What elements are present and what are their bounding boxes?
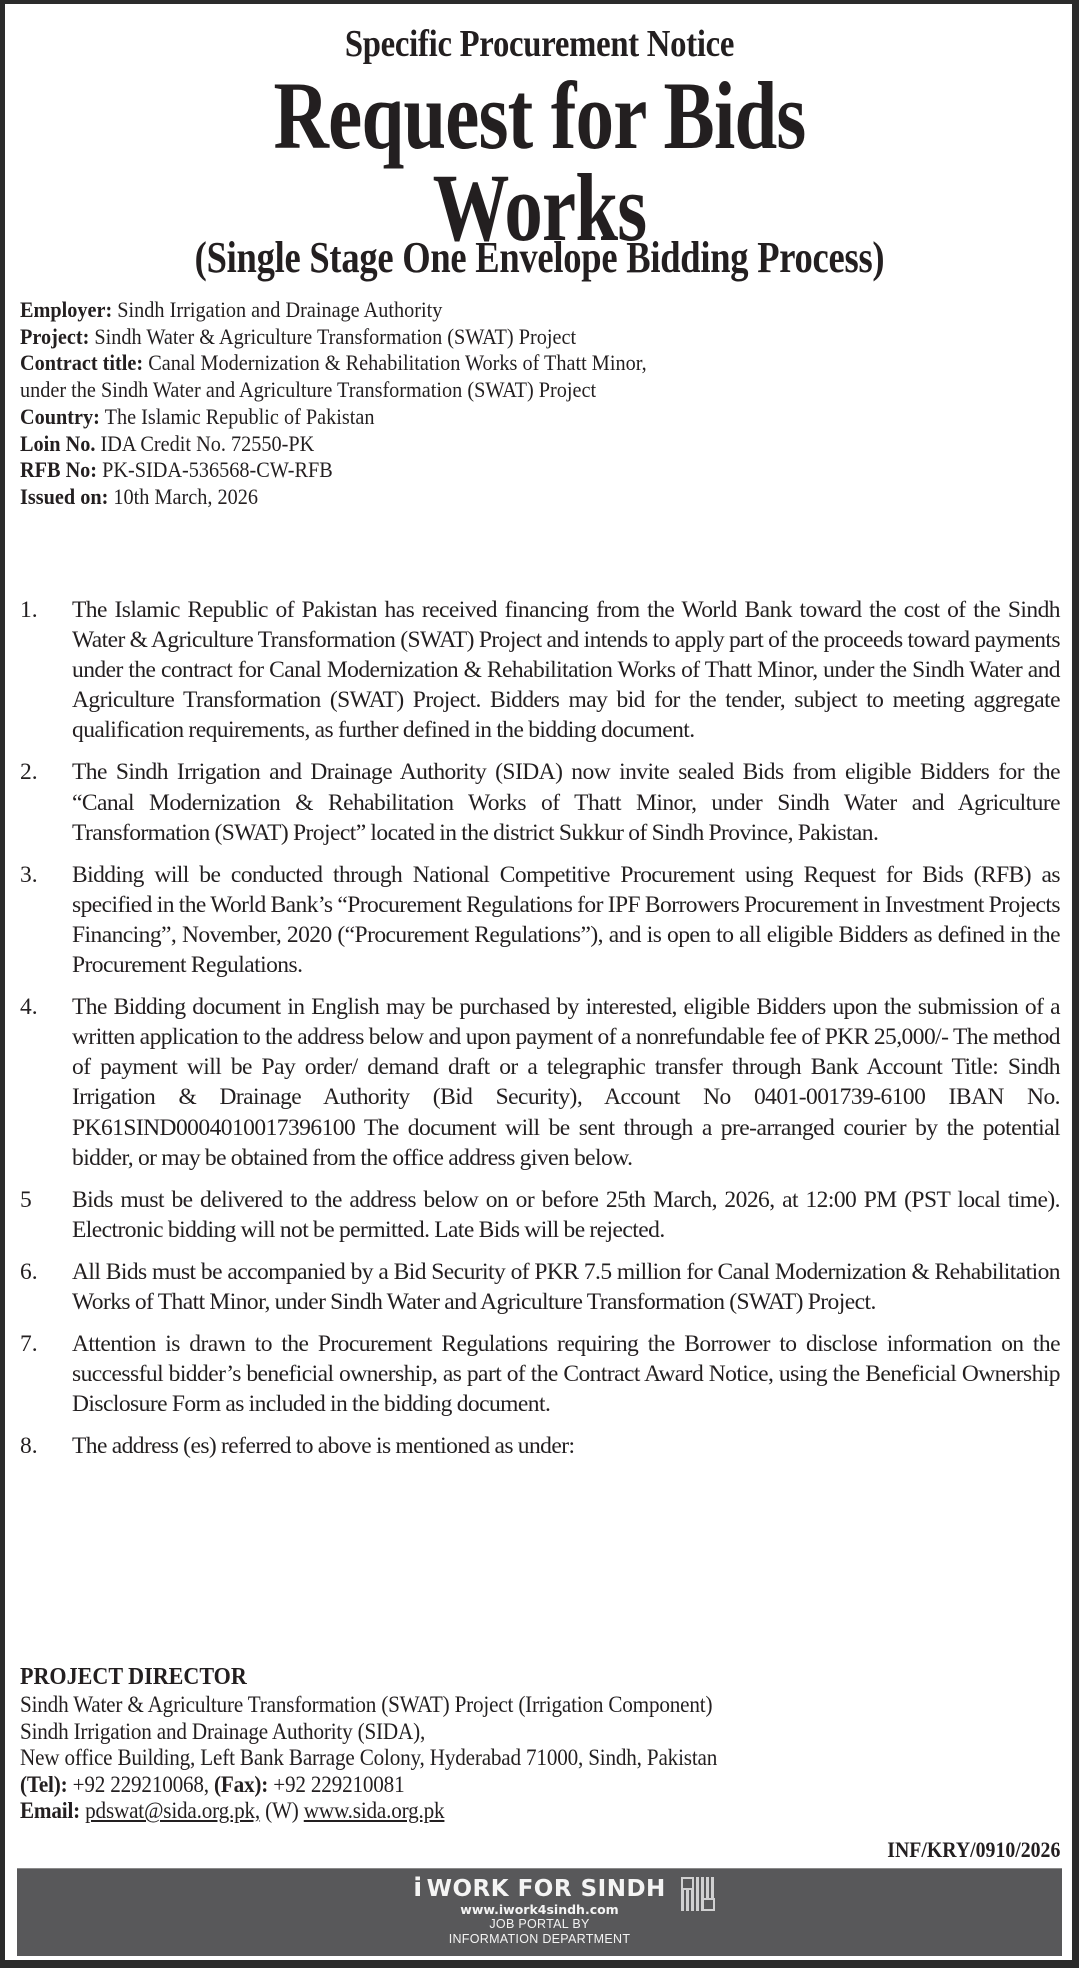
paragraph-number: 8. [20,1433,38,1460]
brand-line-1: JOB PORTAL BY [489,1917,590,1931]
paragraph-8 [20,1431,1060,1461]
iwork-logo-icon: i [413,1873,423,1903]
fax-label: (Fax): [214,1771,269,1797]
tel-number: +92 229210068, [67,1771,215,1797]
info-value: Sindh Water & Agriculture Transformation (SWAT) Project [94,323,577,349]
email-link[interactable]: pdswat@sida.org.pk, [85,1798,261,1824]
brand-url: www.iwork4sindh.com [460,1902,619,1917]
info-block [20,297,1060,511]
notice-title: Request for Bids [273,62,806,169]
paragraph-5 [20,1185,1060,1245]
info-value: IDA Credit No. 72550-PK [100,430,315,456]
notice-subtitle: (Single Stage One Envelope Bidding Process) [194,233,885,282]
paragraph-number: 7. [20,1331,38,1358]
web-prefix: (W) [260,1798,304,1824]
address-heading: PROJECT DIRECTOR [20,1664,247,1690]
info-project [20,324,956,351]
info-label: Project: [20,323,90,349]
paragraph-number: 5 [20,1186,32,1213]
contact-phone-fax [20,1772,977,1799]
info-value: Canal Modernization & Rehabilitation Works of Thatt Minor, [148,350,647,376]
address-line: New office Building, Left Bank Barrage Colony, Hyderabad 71000, Sindh, Pakistan [20,1745,718,1771]
info-value: PK-SIDA-536568-CW-RFB [102,457,333,483]
footer-banner [17,1868,1062,1956]
paragraph-number: 3. [20,861,38,888]
paragraph-text: The Sindh Irrigation and Drainage Authority (SIDA) now invite sealed Bids from eligible Bidders for the “Canal Modernization & Rehabilitation Works of Thatt Minor, under Sindh Water and Agriculture Transformation (SWAT) Project” located in the district Sukkur of Sindh Province, Pakistan. [72,759,1060,846]
qr-code-icon [681,1877,715,1911]
address-line: Sindh Water & Agriculture Transformation (SWAT) Project (Irrigation Component) [20,1692,713,1717]
paragraph-text: The Bidding document in English may be purchased by interested, eligible Bidders upon the submission of a written application to the address below and upon payment of a nonrefundable fee of PKR 25,000/- The method of payment will be Pay order/ demand draft or a telegraphic transfer through Bank Account Title: Sindh Irrigation & Drainage Authority (Bid Security), Account No 0401-001739-6100 IBAN No. PK61SIND0004010017396100 The document will be sent through a pre-arranged courier by the potential bidder, or may be obtained from the office address given below. [72,994,1060,1171]
info-rfb-no [20,457,956,484]
fax-number: +92 229210081 [268,1771,405,1797]
paragraph-2 [20,757,1060,847]
address-block [20,1662,1060,1825]
paragraph-4 [20,992,1060,1173]
address-line: Sindh Irrigation and Drainage Authority (SIDA), [20,1718,426,1744]
info-value: Sindh Irrigation and Drainage Authority [112,297,443,322]
website-link[interactable]: www.sida.org.pk [303,1798,445,1824]
brand-title [17,1875,1062,1902]
paragraph-text: The Islamic Republic of Pakistan has received financing from the World Bank toward the cost of the Sindh Water & Agriculture Transformation (SWAT) Project and intends to apply part of the proceeds toward payments under the contract for Canal Modernization & Rehabilitation Works of Thatt Minor, under the Sindh Water and Agriculture Transformation (SWAT) Project. Bidders may bid for the tender, subject to meeting aggregate qualification requirements, as further defined in the bidding document. [72,597,1060,744]
brand-block [17,1875,1062,1947]
info-contract-title-cont [20,377,956,404]
info-country [20,404,956,431]
paragraph-7 [20,1329,1060,1419]
paragraph-number: 6. [20,1258,38,1285]
info-value: under the Sindh Water and Agriculture Transformation (SWAT) Project [20,377,597,403]
paragraph-number: 4. [20,994,38,1021]
info-label: Country: [20,403,100,429]
info-issued-on [20,484,956,511]
paragraph-text: Bids must be delivered to the address below on or before 25th March, 2026, at 12:00 PM (PST local time). Electronic bidding will not be permitted. Late Bids will be rejected. [72,1186,1060,1243]
info-label: Employer: [20,297,113,322]
info-label: Loin No. [20,430,96,456]
info-value: The Islamic Republic of Pakistan [104,403,375,429]
paragraph-3 [20,860,1060,980]
info-employer [20,297,956,324]
brand-name: WORK FOR SINDH [426,1876,666,1902]
info-contract-title [20,350,956,377]
info-value: 10th March, 2026 [113,483,258,509]
notice-title-works: Works [432,154,647,261]
paragraph-number: 1. [20,597,38,623]
notice-kicker: Specific Procurement Notice [344,23,735,65]
paragraph-1 [20,595,1060,745]
info-label: RFB No: [20,457,98,483]
info-label: Issued on: [20,483,109,509]
numbered-paragraphs [20,595,1060,1473]
paragraph-text: All Bids must be accompanied by a Bid Security of PKR 7.5 million for Canal Modernization & Rehabilitation Works of Thatt Minor, under Sindh Water and Agriculture Transformation (SWAT) Project. [72,1258,1060,1315]
brand-line-2: INFORMATION DEPARTMENT [448,1932,631,1946]
info-label: Contract title: [20,350,144,376]
tel-label: (Tel): [20,1771,68,1797]
email-label: Email: [20,1798,81,1824]
paragraph-text: Attention is drawn to the Procurement Regulations requiring the Borrower to disclose information on the successful bidder’s beneficial ownership, as part of the Contract Award Notice, using the Beneficial Ownership Disclosure Form as included in the bidding document. [72,1331,1060,1418]
paragraph-6 [20,1257,1060,1317]
info-loan-no [20,431,956,458]
contact-email-web [20,1798,977,1825]
reference-number: INF/KRY/0910/2026 [886,1837,1060,1862]
paragraph-text: Bidding will be conducted through National Competitive Procurement using Request for Bids (RFB) as specified in the World Bank’s “Procurement Regulations for IPF Borrowers Procurement in Investment Projects Financing”, November, 2020 (“Procurement Regulations”), and is open to all eligible Bidders as defined in the Procurement Regulations. [72,861,1060,979]
paragraph-text: The address (es) referred to above is mentioned as under: [72,1433,575,1460]
paragraph-number: 2. [20,759,38,786]
